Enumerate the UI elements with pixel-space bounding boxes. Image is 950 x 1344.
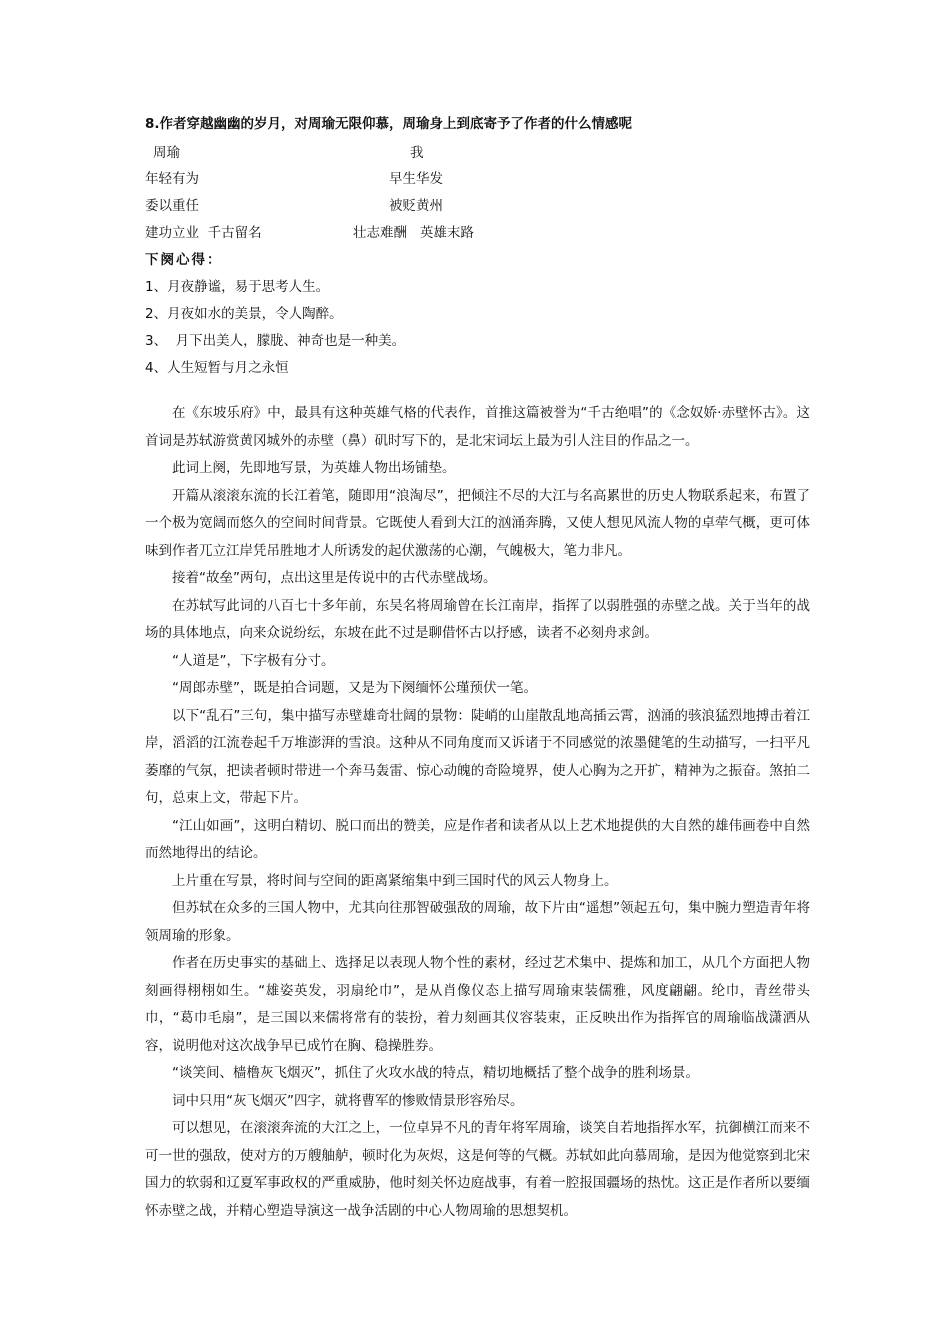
paragraph: 上片重在写景，将时间与空间的距离紧缩集中到三国时代的风云人物身上。 xyxy=(172,872,618,889)
comparison-row-left: 年轻有为 xyxy=(145,171,199,187)
paragraph: 可以想见，在滚滚奔流的大江之上，一位卓异不凡的青年将军周瑜，谈笑自若地指挥水军，抗御横江而来不可一世的强敌，使对方的万艘舳舻，顿时化为灰烬，这是何等的气概。苏轼如此向慕周瑜，是因为他觉察到北宋国力的软弱和辽夏军事政权的严重威胁，他时刻关怀边庭战事，有着一腔报国疆场的热忱。这正是作者所以要缅怀赤壁之战，并精心塑造导演这一战争活剧的中心人物周瑜的思想契机。 xyxy=(145,1120,810,1219)
paragraph: “谈笑间、樯橹灰飞烟灭”，抓住了火攻水战的特点，精切地概括了整个战争的胜利场景。 xyxy=(172,1065,699,1081)
paragraph: 接着“故垒”两句，点出这里是传说中的古代赤壁战场。 xyxy=(172,570,497,586)
paragraph: 在苏轼写此词的八百七十多年前，东吴名将周瑜曾在长江南岸，指挥了以弱胜强的赤壁之战。关于当年的战场的具体地点，向来众说纷纭，东坡在此不过是聊借怀古以抒感，读者不必刻舟求剑。 xyxy=(145,597,810,641)
paragraph: 但苏轼在众多的三国人物中，尤其向往那智破强敌的周瑜，故下片由“遥想”领起五句，集中腕力塑造青年将领周瑜的形象。 xyxy=(145,900,810,944)
comparison-right-header: 我 xyxy=(410,145,424,161)
comparison-row-right: 壮志难酬 英雄末路 xyxy=(353,225,474,241)
note-item: 2、月夜如水的美景，令人陶醉。 xyxy=(145,306,343,322)
paragraph: “江山如画”，这明白精切、脱口而出的赞美，应是作者和读者从以上艺术地提供的大自然的雄伟画卷中自然而然地得出的结论。 xyxy=(145,817,810,861)
paragraph: 以下“乱石”三句，集中描写赤壁雄奇壮阔的景物：陡峭的山崖散乱地高插云霄，汹涌的骇浪猛烈地搏击着江岸，滔滔的江流卷起千万堆澎湃的雪浪。这种从不同角度而又诉诸于不同感觉的浓墨健笔的生动描写，一扫平凡萎靡的气氛，把读者顿时带进一个奔马轰雷、惊心动魄的奇险境界，使人心胸为之开扩，精神为之振奋。煞拍二句，总束上文，带起下片。 xyxy=(145,707,810,806)
notes-title: 下阕心得： xyxy=(145,252,223,268)
paragraph: “人道是”，下字极有分寸。 xyxy=(172,652,335,669)
note-item: 3、 月下出美人，朦胧、神奇也是一种美。 xyxy=(145,333,406,349)
paragraph: 开篇从滚滚东流的长江着笔，随即用“浪淘尽”，把倾注不尽的大江与名高累世的历史人物联系起来，布置了一个极为宽阔而悠久的空间时间背景。它既使人看到大江的汹涌奔腾，又使人想见风流人物的卓荦气概，更可体味到作者兀立江岸凭吊胜地才人所诱发的起伏激荡的心潮，气魄极大，笔力非凡。 xyxy=(145,487,810,559)
paragraph: “周郎赤壁”，既是拍合词题，又是为下阕缅怀公瑾预伏一笔。 xyxy=(172,680,537,696)
question-heading: 8.作者穿越幽幽的岁月，对周瑜无限仰慕，周瑜身上到底寄予了作者的什么情感呢 xyxy=(145,116,633,132)
note-item: 1、月夜静谧，易于思考人生。 xyxy=(145,279,330,295)
paragraph: 作者在历史事实的基础上、选择足以表现人物个性的素材，经过艺术集中、提炼和加工，从几个方面把人物刻画得栩栩如生。“雄姿英发，羽扇纶巾”，是从肖像仪态上描写周瑜束装儒雅，风度翩翩。纶巾，青丝带头巾，“葛巾毛扇”，是三国以来儒将常有的装扮，着力刻画其仪容装束，正反映出作为指挥官的周瑜临战潇洒从容，说明他对这次战争早已成竹在胸、稳操胜券。 xyxy=(145,955,810,1054)
paragraph: 此词上阕，先即地写景，为英雄人物出场铺垫。 xyxy=(172,460,456,476)
comparison-row-left: 建功立业 千古留名 xyxy=(145,225,262,241)
paragraph: 在《东坡乐府》中，最具有这种英雄气格的代表作，首推这篇被誉为“千古绝唱”的《念奴娇·赤壁怀古》。这首词是苏轼游赏黄冈城外的赤壁（鼻）矶时写下的，是北宋词坛上最为引人注目的作品之一。 xyxy=(145,405,810,449)
comparison-row-left: 委以重任 xyxy=(145,198,199,214)
paragraph: 词中只用“灰飞烟灭”四字，就将曹军的惨败情景形容殆尽。 xyxy=(172,1092,524,1109)
comparison-left-header: 周瑜 xyxy=(153,145,180,161)
comparison-row-right: 被贬黄州 xyxy=(389,198,443,214)
note-item: 4、人生短暂与月之永恒 xyxy=(145,360,289,376)
comparison-row-right: 早生华发 xyxy=(389,171,443,187)
